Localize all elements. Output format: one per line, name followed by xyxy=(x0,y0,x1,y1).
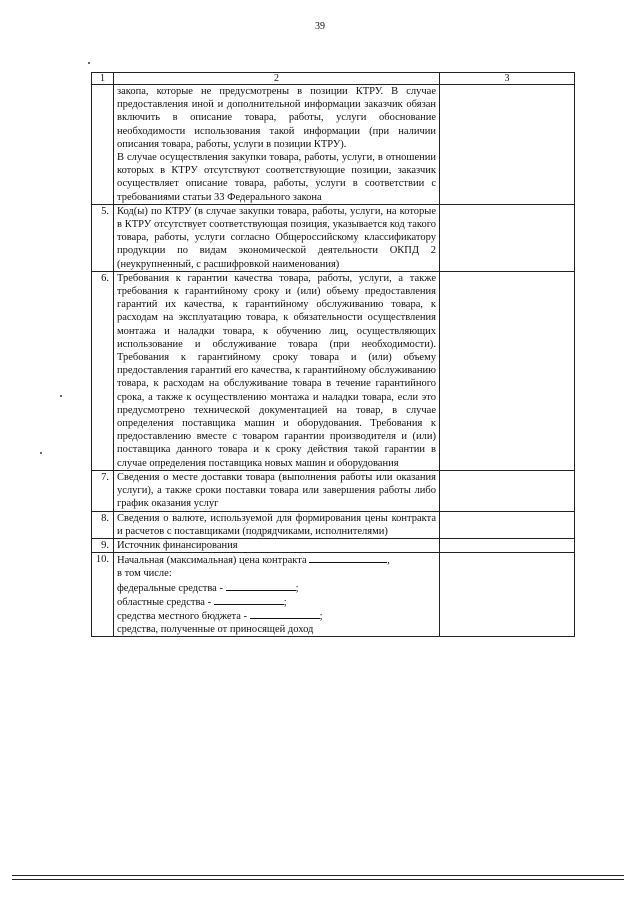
local-semicolon: ; xyxy=(319,610,323,622)
header-col-2: 2 xyxy=(114,73,440,85)
row-text: Код(ы) по КТРУ (в случае закупки товара, работы, услуги, на которые в КТРУ отсутствует соответствующая позиция, указывается код такого товара, работы, услуги согласно Общероссийскому классификатору продукции по видам экономической деятельности ОКПД 2 (неукрупненный, с расшифровкой наименования) xyxy=(114,204,440,271)
federal-blank xyxy=(226,581,296,591)
regional-line xyxy=(117,595,436,609)
row-note-cell xyxy=(440,553,575,637)
row-note-cell xyxy=(440,511,575,538)
row-number: 8. xyxy=(92,511,114,538)
continuation-paragraph-2: В случае осуществления закупки товара, работы, услуги, в отношении которых в КТРУ отсутствуют соответствующие позиции, заказчик осуществляет описание товара, работы, услуги в соответствии с требованиями статьи 33 Федерального закона xyxy=(117,152,436,203)
table-row-6 xyxy=(92,271,575,470)
table-row-5 xyxy=(92,204,575,271)
row-number: 9. xyxy=(92,538,114,552)
footer-rule-thin xyxy=(12,879,624,880)
local-blank xyxy=(250,609,320,619)
row-text: Сведения о валюте, используемой для формирования цены контракта и расчетов с поставщиками (подрядчиками, исполнителями) xyxy=(114,511,440,538)
continuation-paragraph-1: закопа, которые не предусмотрены в позиции КТРУ. В случае предоставления иной и дополнительной информации заказчик обязан включить в описание товара, работы, услуги обоснование необходимости использования такой информации (при наличии описания товара, работы, услуги в позиции КТРУ). xyxy=(117,86,436,150)
row-note-cell xyxy=(440,271,575,470)
row-number: 5. xyxy=(92,204,114,271)
header-col-1: 1 xyxy=(92,73,114,85)
table-row-10 xyxy=(92,553,575,637)
row-number: 6. xyxy=(92,271,114,470)
header-col-3: 3 xyxy=(440,73,575,85)
local-line xyxy=(117,609,436,623)
row-number-cell xyxy=(92,85,114,205)
income-line: средства, полученные от приносящей доход xyxy=(117,624,314,636)
scan-speck xyxy=(88,62,90,64)
row-text: Требования к гарантии качества товара, работы, услуги, а также требования к гарантийному сроку и (или) объему предоставления гарантий их качества, к гарантийному обслуживанию товара, к расходам на эксплуатацию товара, к обязательности осуществления монтажа и наладки товара, к обучению лиц, осуществляющих использование и обслуживание товара (при необходимости). Требования к гарантийному сроку товара и (или) объему предоставления гарантий его качества, к гарантийному обслуживанию товара, к расходам на обслуживание товара в течение гарантийного срока, а также к осуществлению монтажа и наладки товара, если это предусмотрено технической документацией на товар, в случае определения поставщика машин и оборудования. Требования к предоставлению вместе с товаром гарантии производителя и (или) поставщика данного товара и к сроку действия такой гарантии в случае определения поставщика новых машин и оборудования xyxy=(114,271,440,470)
local-label: средства местного бюджета - xyxy=(117,610,248,622)
row-note-cell xyxy=(440,85,575,205)
price-label: Начальная (максимальная) цена контракта xyxy=(117,555,307,567)
row-note-cell xyxy=(440,538,575,552)
price-line xyxy=(117,553,436,567)
federal-semicolon: ; xyxy=(295,582,299,594)
row-text xyxy=(114,553,440,637)
table-row-9 xyxy=(92,538,575,552)
requirements-table xyxy=(91,72,575,637)
price-blank xyxy=(309,553,387,563)
scan-speck xyxy=(60,395,62,397)
regional-blank xyxy=(214,595,284,605)
row-text: Сведения о месте доставки товара (выполнения работы или оказания услуги), а также сроки поставки товара или завершения работы либо график оказания услуг xyxy=(114,470,440,511)
row-text-cell xyxy=(114,85,440,205)
table-header-row xyxy=(92,73,575,85)
federal-line xyxy=(117,581,436,595)
table-row-7 xyxy=(92,470,575,511)
scan-speck xyxy=(40,452,42,454)
price-suffix: , xyxy=(387,555,390,567)
table-row-8 xyxy=(92,511,575,538)
row-number: 10. xyxy=(92,553,114,637)
including-line: в том числе: xyxy=(117,568,172,580)
table-row-continuation xyxy=(92,85,575,205)
row-note-cell xyxy=(440,204,575,271)
row-number: 7. xyxy=(92,470,114,511)
row-note-cell xyxy=(440,470,575,511)
regional-semicolon: ; xyxy=(283,596,287,608)
footer-rule xyxy=(12,875,624,876)
row-text: Источник финансирования xyxy=(114,538,440,552)
page-number: 39 xyxy=(315,21,325,32)
regional-label: областные средства - xyxy=(117,596,212,608)
federal-label: федеральные средства - xyxy=(117,582,223,594)
